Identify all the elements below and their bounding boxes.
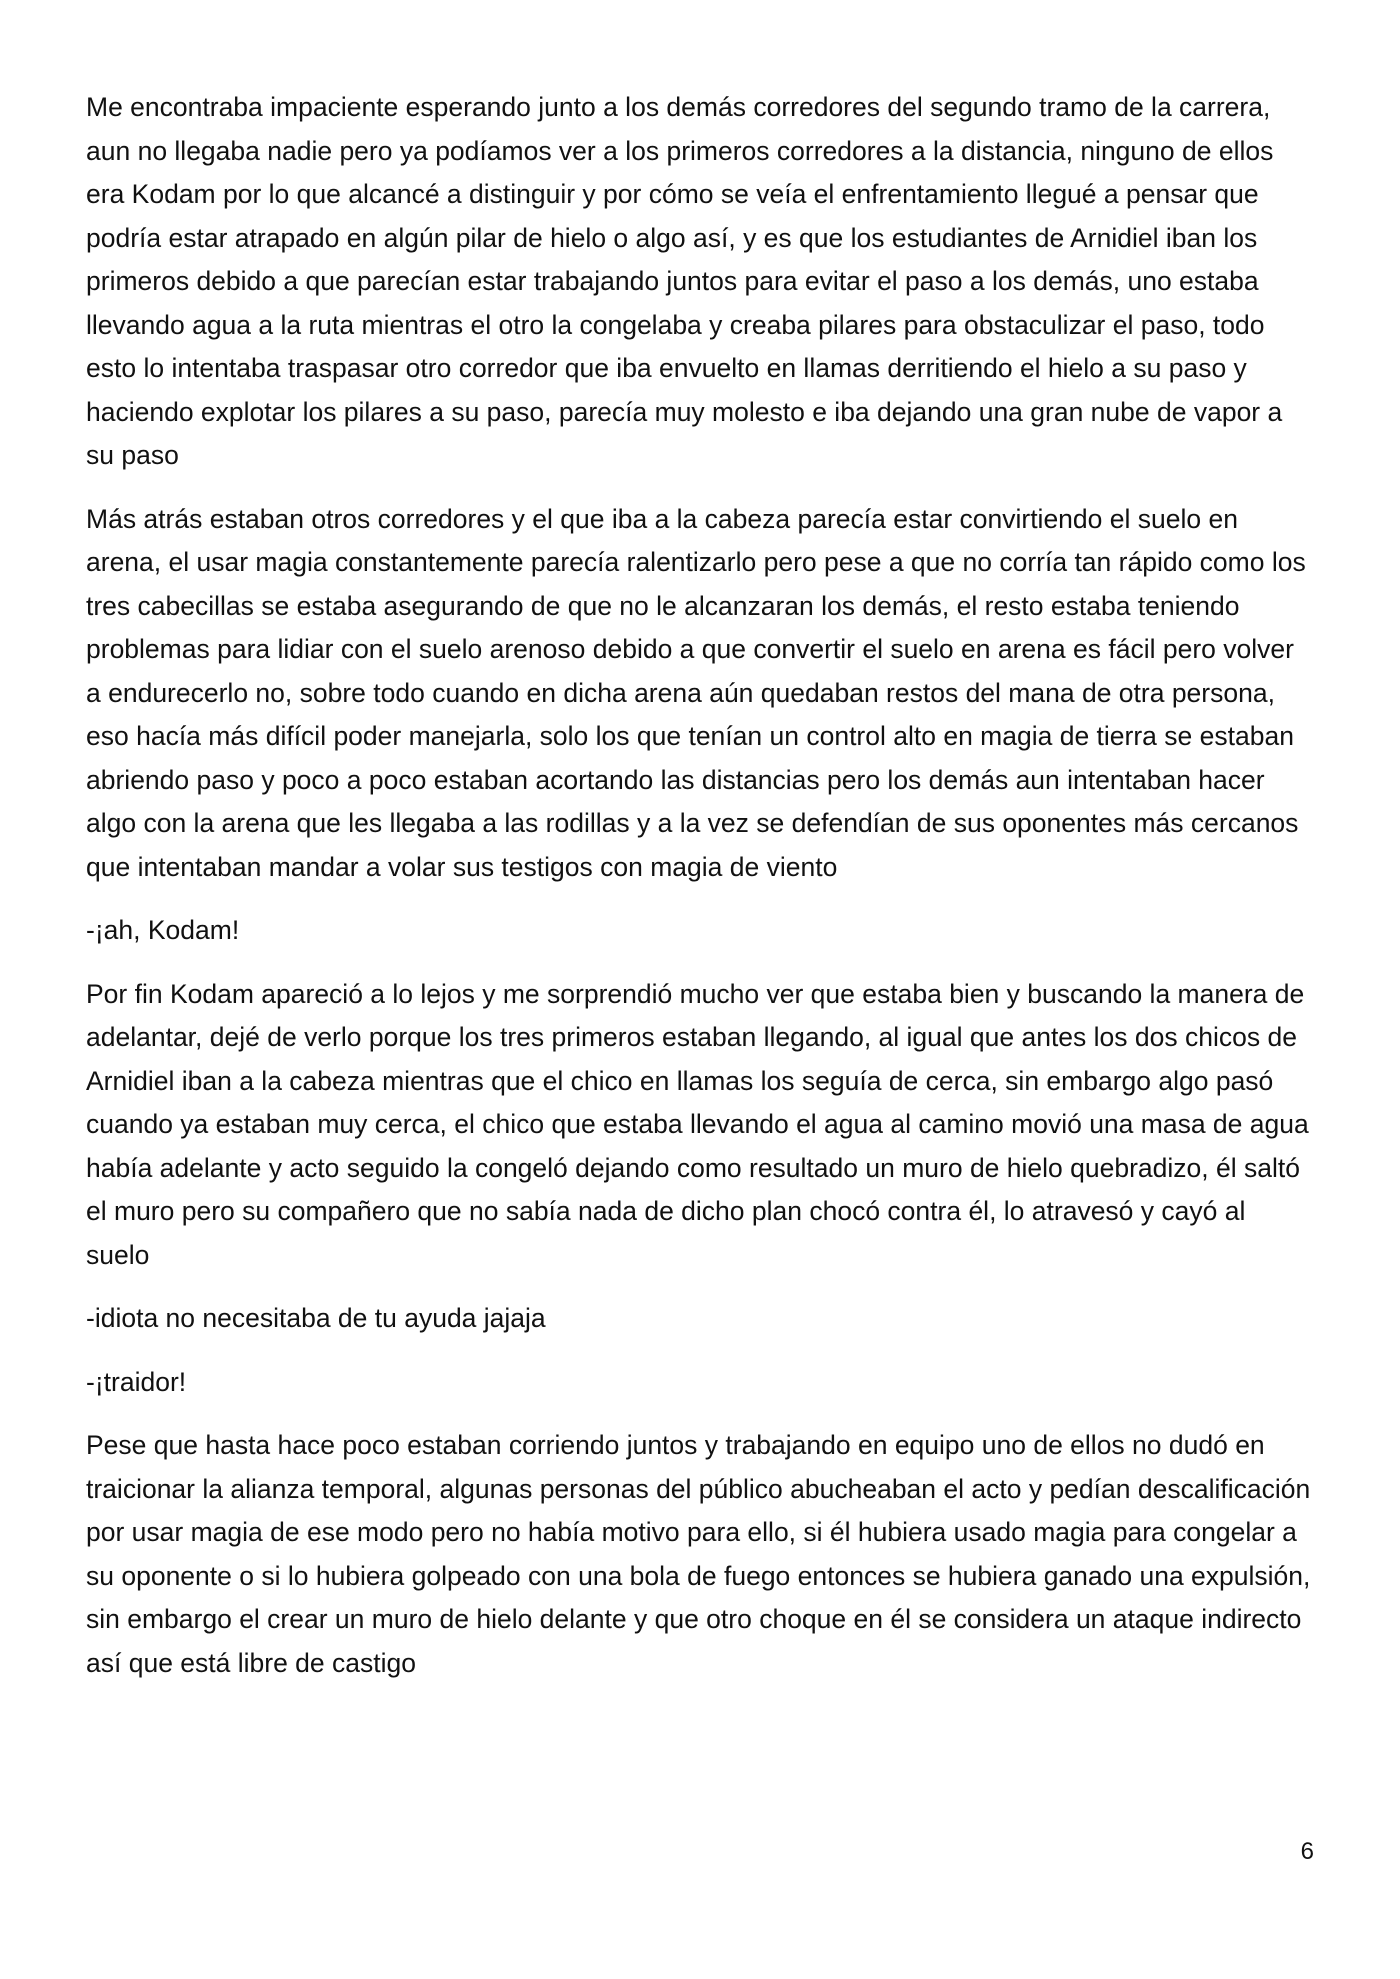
paragraph-4: Por fin Kodam apareció a lo lejos y me sorprendió mucho ver que estaba bien y buscando la manera de adelantar, dejé de verlo porque los tres primeros estaban llegando, al igual que antes los dos chicos de Arnidiel iban a la cabeza mientras que el chico en llamas los seguía de cerca, sin embargo algo pasó cuando ya estaban muy cerca, el chico que estaba llevando el agua al camino movió una masa de agua había adelante y acto seguido la congeló dejando como resultado un muro de hielo quebradizo, él saltó el muro pero su compañero que no sabía nada de dicho plan chocó contra él, lo atravesó y cayó al suelo (86, 978, 1309, 1270)
paragraph-2: Más atrás estaban otros corredores y el que iba a la cabeza parecía estar convirtiendo el suelo en arena, el usar magia constantemente parecía ralentizarlo pero pese a que no corría tan rápido como los tres cabecillas se estaba asegurando de que no le alcanzaran los demás, el resto estaba teniendo problemas para lidiar con el suelo arenoso debido a que convertir el suelo en arena es fácil pero volver a endurecerlo no, sobre todo cuando en dicha arena aún quedaban restos del mana de otra persona, eso hacía más difícil poder manejarla, solo los que tenían un control alto en magia de tierra se estaban abriendo paso y poco a poco estaban acortando las distancias pero los demás aun intentaban hacer algo con la arena que les llegaba a las rodillas y a la vez se defendían de sus oponentes más cercanos que intentaban mandar a volar sus testigos con magia de viento (86, 503, 1306, 882)
page-number: 6 (1300, 1838, 1314, 1865)
paragraph-5: -idiota no necesitaba de tu ayuda jajaja (86, 1303, 546, 1333)
paragraph-7: Pese que hasta hace poco estaban corriendo juntos y trabajando en equipo uno de ellos no dudó en traicionar la alianza temporal, algunas personas del público abucheaban el acto y pedían descalificación por usar magia de ese modo pero no había motivo para ello, si él hubiera usado magia para congelar a su oponente o si lo hubiera golpeado con una bola de fuego entonces se hubiera ganado una expulsión, sin embargo el crear un muro de hielo delante y que otro choque en él se considera un ataque indirecto así que está libre de castigo (86, 1430, 1311, 1678)
paragraph-3: -¡ah, Kodam! (86, 915, 240, 945)
paragraph-1: Me encontraba impaciente esperando junto a los demás corredores del segundo tramo de la carrera, aun no llegaba nadie pero ya podíamos ver a los primeros corredores a la distancia, ninguno de ellos era Kodam por lo que alcancé a distinguir y por cómo se veía el enfrentamiento llegué a pensar que podría estar atrapado en algún pilar de hielo o algo así, y es que los estudiantes de Arnidiel iban los primeros debido a que parecían estar trabajando juntos para evitar el paso a los demás, uno estaba llevando agua a la ruta mientras el otro la congelaba y creaba pilares para obstaculizar el paso, todo esto lo intentaba traspasar otro corredor que iba envuelto en llamas derritiendo el hielo a su paso y haciendo explotar los pilares a su paso, parecía muy molesto e iba dejando una gran nube de vapor a su paso (86, 92, 1283, 470)
paragraph-6: -¡traidor! (86, 1366, 187, 1397)
